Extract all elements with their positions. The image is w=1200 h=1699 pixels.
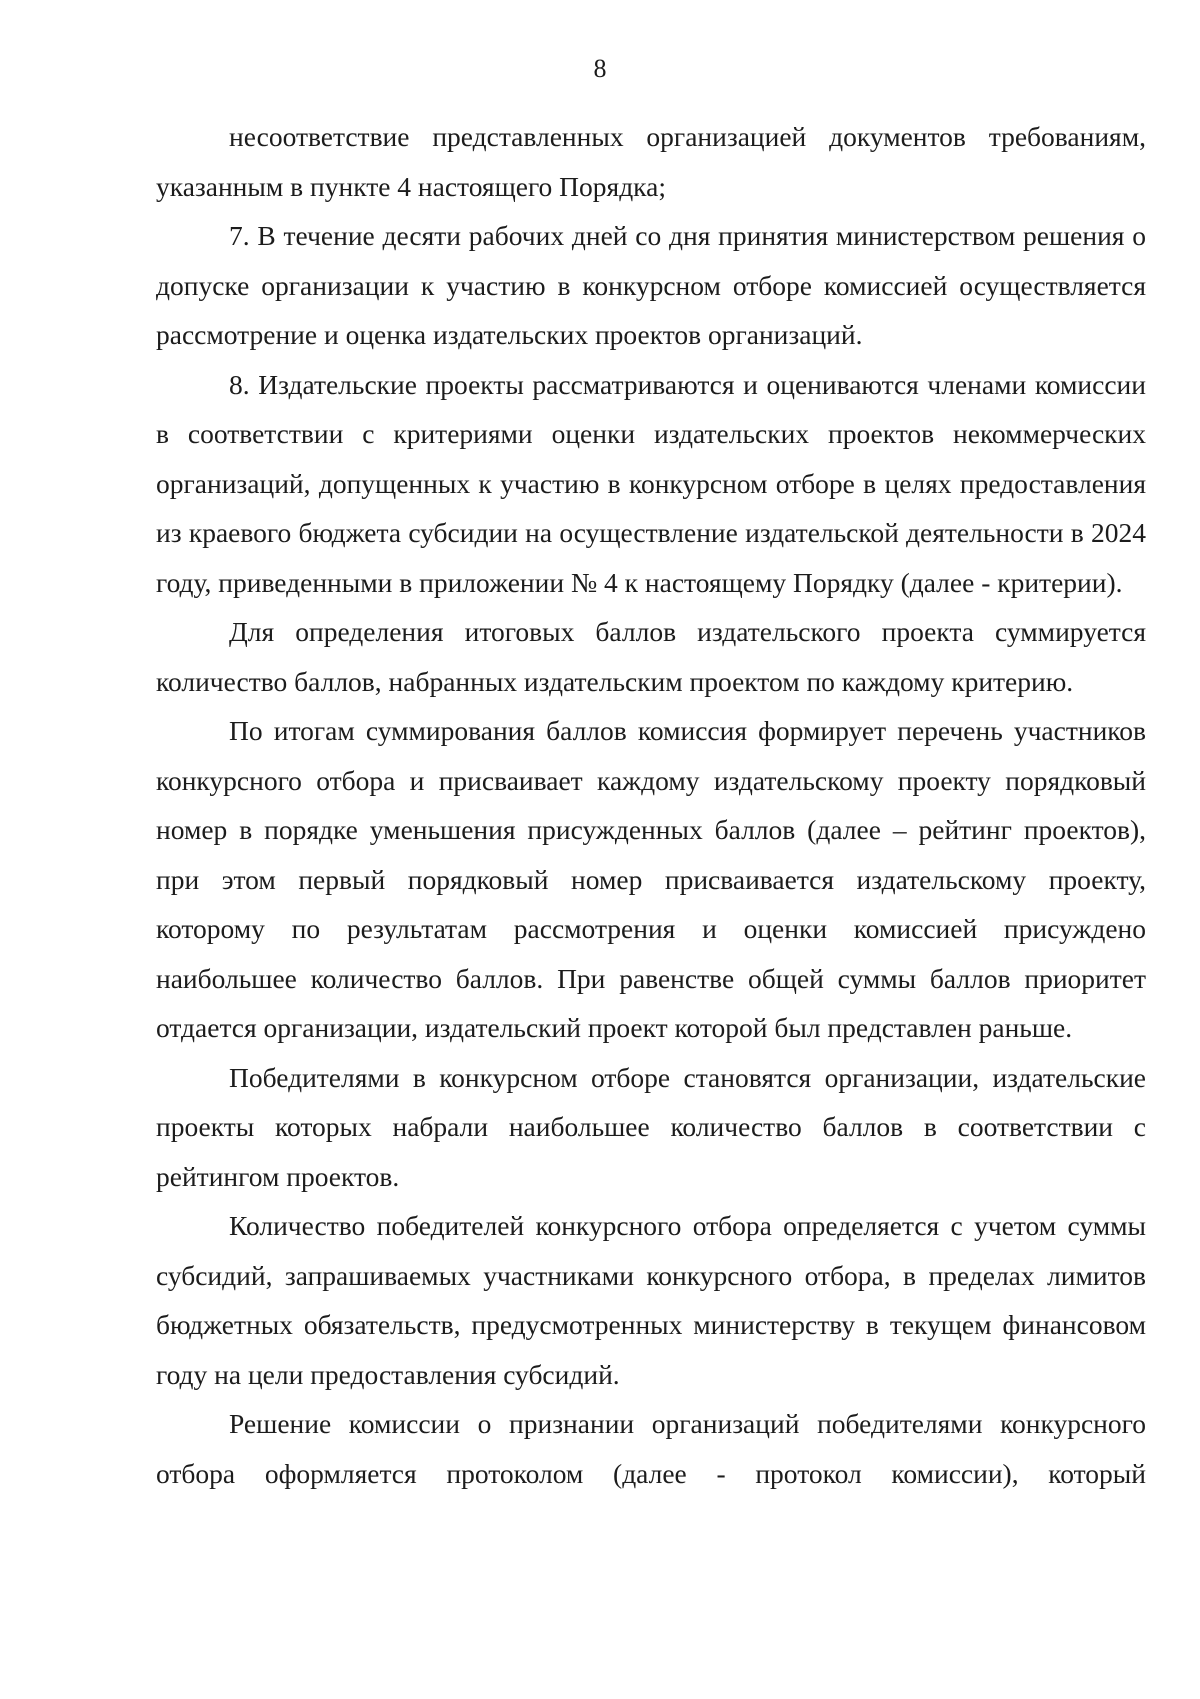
page-number: 8 xyxy=(593,54,607,83)
document-body xyxy=(156,112,1146,1498)
paragraph-item-7: 7. В течение десяти рабочих дней со дня принятия министерством решения о допуске организации к участию в конкурсном отборе комиссией осуществляется рассмотрение и оценка издательских проектов организаций. xyxy=(156,220,1146,350)
paragraph-requirements-mismatch: несоответствие представленных организацией документов требованиям, указанным в пункте 4 настоящего Порядка; xyxy=(156,121,1146,202)
paragraph-winners: Победителями в конкурсном отборе становятся организации, издательские проекты которых набрали наибольшее количество баллов в соответствии с рейтингом проектов. xyxy=(156,1061,1146,1192)
paragraph-item-8: 8. Издательские проекты рассматриваются и оцениваются членами комиссии в соответствии с критериями оценки издательских проектов некоммерческих организаций, допущенных к участию в конкурсном отборе в целях предоставления из краевого бюджета субсидии на осуществление издательской деятельности в 2024 году, приведенными в приложении № 4 к настоящему Порядку (далее - критерии). xyxy=(156,368,1146,598)
paragraph-total-score: Для определения итоговых баллов издательского проекта суммируется количество баллов, набранных издательским проектом по каждому критерию. xyxy=(156,616,1146,697)
paragraph-commission-decision: Решение комиссии о признании организаций победителями конкурсного отбора оформляется протоколом (далее - протокол комиссии), который xyxy=(156,1408,1146,1489)
paragraph-rating: По итогам суммирования баллов комиссия формирует перечень участников конкурсного отбора и присваивает каждому издательскому проекту порядковый номер в порядке уменьшения присужденных баллов (далее – рейтинг проектов), при этом первый порядковый номер присваивается издательскому проекту, которому по результатам рассмотрения и оценки комиссией присуждено наибольшее количество баллов. При равенстве общей суммы баллов приоритет отдается организации, издательский проект которой был представлен раньше. xyxy=(156,715,1146,1043)
paragraph-winners-count: Количество победителей конкурсного отбора определяется с учетом суммы субсидий, запрашиваемых участниками конкурсного отбора, в пределах лимитов бюджетных обязательств, предусмотренных министерству в текущем финансовом году на цели предоставления субсидий. xyxy=(156,1210,1146,1390)
